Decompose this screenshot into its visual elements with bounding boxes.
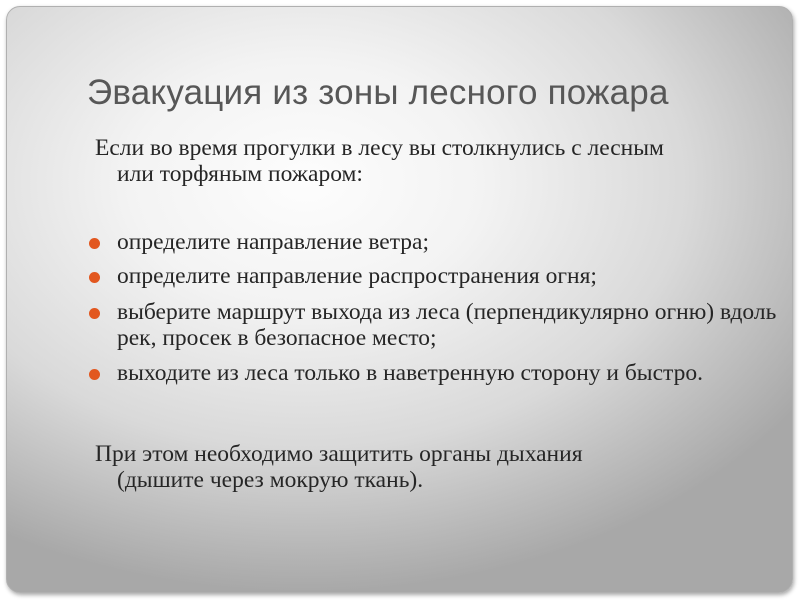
outro-line-2: (дышите через мокрую ткань). xyxy=(117,467,424,493)
bullet-icon xyxy=(89,369,100,380)
list-item-text: выберите маршрут выхода из леса (перпендикулярно огню) вдоль рек, просек в безопасное место; xyxy=(117,299,777,351)
list-item-text: определите направление распространения огня; xyxy=(117,263,597,289)
intro-line-2: или торфяным пожаром: xyxy=(117,161,363,187)
list-item-text: определите направление ветра; xyxy=(117,229,429,255)
intro-line-1: Если во время прогулки в лесу вы столкнулись с лесным xyxy=(95,135,664,161)
list-item xyxy=(89,263,779,289)
outro-paragraph xyxy=(95,441,765,493)
slide-title: Эвакуация из зоны лесного пожара xyxy=(87,73,669,112)
bullet-icon xyxy=(89,308,100,319)
bullet-list xyxy=(89,229,779,394)
bullet-icon xyxy=(89,272,100,283)
bullet-icon xyxy=(89,238,100,249)
intro-paragraph xyxy=(95,135,765,187)
slide-body xyxy=(7,7,792,592)
slide xyxy=(6,6,793,593)
outro-line-1: При этом необходимо защитить органы дыхания xyxy=(95,441,583,467)
list-item xyxy=(89,360,779,386)
list-item xyxy=(89,229,779,255)
list-item xyxy=(89,299,779,351)
list-item-text: выходите из леса только в наветренную сторону и быстро. xyxy=(117,360,703,386)
